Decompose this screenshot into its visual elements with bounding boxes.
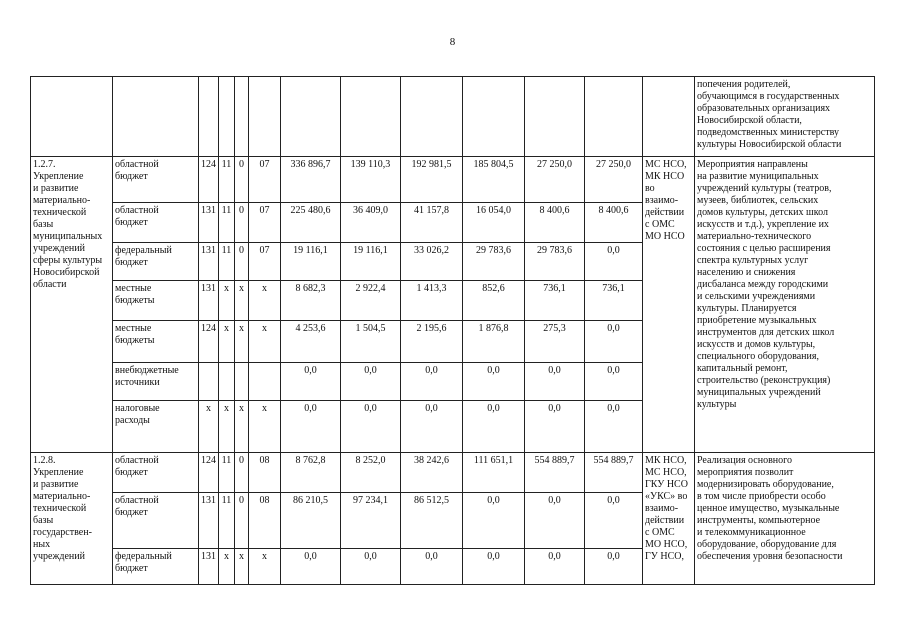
amount-cell: 0,0 <box>463 549 525 585</box>
budget-code: x <box>219 281 235 321</box>
amount-cell: 27 250,0 <box>585 157 643 203</box>
amount-cell: 0,0 <box>401 363 463 401</box>
budget-code: 124 <box>199 157 219 203</box>
budget-code: 11 <box>219 243 235 281</box>
amount-cell: 2 195,6 <box>401 321 463 363</box>
funding-source: налоговые расходы <box>113 401 199 453</box>
amount-cell: 97 234,1 <box>341 493 401 549</box>
budget-code: x <box>235 401 249 453</box>
amount-cell: 554 889,7 <box>585 453 643 493</box>
amount-cell: 8 682,3 <box>281 281 341 321</box>
amount-cell: 0,0 <box>401 549 463 585</box>
budget-code: x <box>249 321 281 363</box>
amount-cell: 0,0 <box>281 549 341 585</box>
amount-cell: 0,0 <box>463 363 525 401</box>
amount-cell: 0,0 <box>463 493 525 549</box>
funding-source: местные бюджеты <box>113 281 199 321</box>
measure-title: 1.2.7. Укрепление и развитие материально- технической базы муниципальных учреждений сферы культуры Новосибирской области <box>31 157 113 453</box>
amount-cell: 86 512,5 <box>401 493 463 549</box>
funding-source: федеральный бюджет <box>113 243 199 281</box>
budget-code: x <box>249 281 281 321</box>
budget-code: 131 <box>199 281 219 321</box>
budget-code: 07 <box>249 157 281 203</box>
amount-cell: 736,1 <box>525 281 585 321</box>
empty-cell <box>219 77 235 157</box>
budget-code: 0 <box>235 203 249 243</box>
measure-title: 1.2.8. Укрепление и развитие материально- технической базы государствен- ных учреждений <box>31 453 113 585</box>
amount-cell: 8 252,0 <box>341 453 401 493</box>
empty-cell <box>525 77 585 157</box>
budget-code: x <box>199 401 219 453</box>
amount-cell: 1 504,5 <box>341 321 401 363</box>
budget-code: x <box>235 549 249 585</box>
budget-code <box>219 363 235 401</box>
budget-code: 07 <box>249 243 281 281</box>
budget-code: 11 <box>219 203 235 243</box>
amount-cell: 111 651,1 <box>463 453 525 493</box>
amount-cell: 0,0 <box>463 401 525 453</box>
table-row <box>31 453 875 493</box>
program-table <box>30 76 875 585</box>
budget-code: 0 <box>235 453 249 493</box>
amount-cell: 0,0 <box>585 321 643 363</box>
amount-cell: 0,0 <box>525 549 585 585</box>
amount-cell: 29 783,6 <box>463 243 525 281</box>
budget-code: 0 <box>235 493 249 549</box>
empty-cell <box>235 77 249 157</box>
empty-cell <box>643 77 695 157</box>
amount-cell: 38 242,6 <box>401 453 463 493</box>
executor: МС НСО, МК НСО во взаимо- действии с ОМС МО НСО <box>643 157 695 453</box>
amount-cell: 33 026,2 <box>401 243 463 281</box>
amount-cell: 0,0 <box>585 493 643 549</box>
budget-code <box>235 363 249 401</box>
amount-cell: 86 210,5 <box>281 493 341 549</box>
amount-cell: 0,0 <box>281 401 341 453</box>
empty-cell <box>249 77 281 157</box>
amount-cell: 0,0 <box>585 363 643 401</box>
amount-cell: 185 804,5 <box>463 157 525 203</box>
amount-cell: 27 250,0 <box>525 157 585 203</box>
budget-code: x <box>235 321 249 363</box>
amount-cell: 8 762,8 <box>281 453 341 493</box>
funding-source: областной бюджет <box>113 453 199 493</box>
amount-cell: 139 110,3 <box>341 157 401 203</box>
budget-code: 131 <box>199 203 219 243</box>
funding-source: местные бюджеты <box>113 321 199 363</box>
empty-cell <box>281 77 341 157</box>
amount-cell: 16 054,0 <box>463 203 525 243</box>
amount-cell: 192 981,5 <box>401 157 463 203</box>
amount-cell: 736,1 <box>585 281 643 321</box>
amount-cell: 336 896,7 <box>281 157 341 203</box>
amount-cell: 225 480,6 <box>281 203 341 243</box>
budget-code: 07 <box>249 203 281 243</box>
budget-code: x <box>219 321 235 363</box>
amount-cell: 41 157,8 <box>401 203 463 243</box>
amount-cell: 0,0 <box>341 401 401 453</box>
empty-cell <box>199 77 219 157</box>
budget-code: 08 <box>249 493 281 549</box>
amount-cell: 8 400,6 <box>525 203 585 243</box>
empty-cell <box>113 77 199 157</box>
amount-cell: 0,0 <box>341 549 401 585</box>
page-number: 8 <box>449 36 456 48</box>
budget-code <box>199 363 219 401</box>
amount-cell: 8 400,6 <box>585 203 643 243</box>
measure-description: Мероприятия направлены на развитие муниципальных учреждений культуры (театров, музеев, библиотек, сельских домов культуры, детских школ искусств и т.д.), укрепление их материально-технического состояния с целью расширения спектра культурных услуг населению и снижения дисбаланса между городскими и сельскими учреждениями культуры. Планируется приобретение музыкальных инструментов для детских школ искусств и домов культуры, специального оборудования, капитальный ремонт, строительство (реконструкция) муниципальных учреждений культуры <box>695 157 875 453</box>
empty-cell <box>401 77 463 157</box>
empty-cell <box>585 77 643 157</box>
budget-code: 124 <box>199 321 219 363</box>
budget-code: x <box>219 401 235 453</box>
amount-cell: 0,0 <box>341 363 401 401</box>
amount-cell: 0,0 <box>585 549 643 585</box>
budget-code: 0 <box>235 243 249 281</box>
executor: МК НСО, МС НСО, ГКУ НСО «УКС» во взаимо- действии с ОМС МО НСО, ГУ НСО, <box>643 453 695 585</box>
amount-cell: 29 783,6 <box>525 243 585 281</box>
amount-cell: 852,6 <box>463 281 525 321</box>
amount-cell: 0,0 <box>525 493 585 549</box>
funding-source: федеральный бюджет <box>113 549 199 585</box>
budget-code: 11 <box>219 157 235 203</box>
continuation-description: попечения родителей, обучающимся в государственных образовательных организациях Новосибирской области, подведомственных министерству культуры Новосибирской области <box>695 77 875 157</box>
amount-cell: 275,3 <box>525 321 585 363</box>
table-row <box>31 157 875 203</box>
amount-cell: 19 116,1 <box>341 243 401 281</box>
amount-cell: 4 253,6 <box>281 321 341 363</box>
empty-cell <box>31 77 113 157</box>
budget-code: 124 <box>199 453 219 493</box>
funding-source: областной бюджет <box>113 203 199 243</box>
budget-code: x <box>249 401 281 453</box>
amount-cell: 0,0 <box>525 363 585 401</box>
budget-code: x <box>249 549 281 585</box>
amount-cell: 0,0 <box>585 401 643 453</box>
budget-code: 08 <box>249 453 281 493</box>
funding-source: внебюджетные источники <box>113 363 199 401</box>
budget-code: x <box>219 549 235 585</box>
amount-cell: 0,0 <box>525 401 585 453</box>
budget-code: 0 <box>235 157 249 203</box>
empty-cell <box>463 77 525 157</box>
amount-cell: 0,0 <box>401 401 463 453</box>
empty-cell <box>341 77 401 157</box>
budget-code: 131 <box>199 243 219 281</box>
budget-code: 11 <box>219 493 235 549</box>
budget-code: 131 <box>199 549 219 585</box>
funding-source: областной бюджет <box>113 157 199 203</box>
amount-cell: 1 413,3 <box>401 281 463 321</box>
continuation-row <box>31 77 875 157</box>
funding-source: областной бюджет <box>113 493 199 549</box>
measure-description: Реализация основного мероприятия позволит модернизировать оборудование, в том числе приобрести особо ценное имущество, музыкальные инструменты, компьютерное и телекоммуникационное оборудование, оборудование для обеспечения уровня безопасности <box>695 453 875 585</box>
amount-cell: 19 116,1 <box>281 243 341 281</box>
budget-code <box>249 363 281 401</box>
amount-cell: 0,0 <box>585 243 643 281</box>
amount-cell: 2 922,4 <box>341 281 401 321</box>
amount-cell: 554 889,7 <box>525 453 585 493</box>
budget-code: x <box>235 281 249 321</box>
amount-cell: 0,0 <box>281 363 341 401</box>
budget-code: 131 <box>199 493 219 549</box>
budget-code: 11 <box>219 453 235 493</box>
amount-cell: 36 409,0 <box>341 203 401 243</box>
amount-cell: 1 876,8 <box>463 321 525 363</box>
